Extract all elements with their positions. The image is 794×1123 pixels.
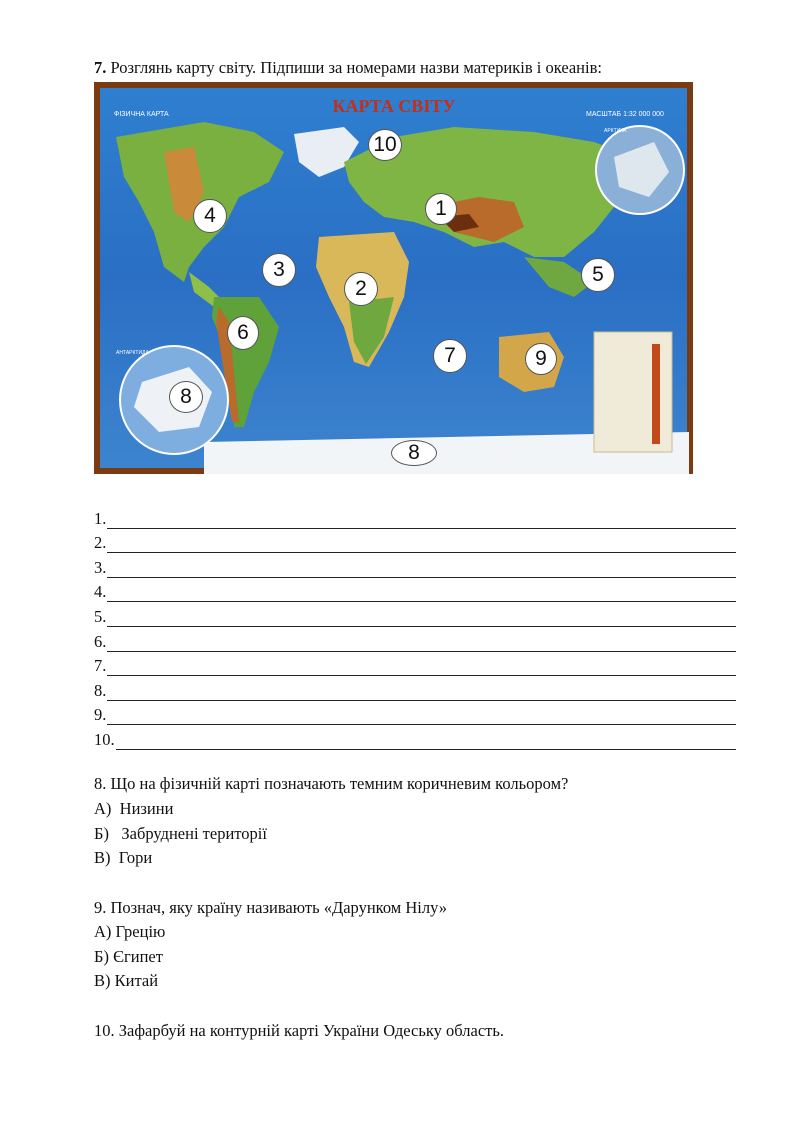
answer-blank[interactable] — [107, 708, 736, 725]
question-7-text: Розглянь карту світу. Підпиши за номерами назви материків і океанів: — [106, 58, 602, 77]
option-text: Гори — [118, 848, 153, 867]
map-scale: МАСШТАБ 1:32 000 000 — [586, 111, 664, 118]
option-text: Китай — [114, 971, 159, 990]
answer-number: 6. — [94, 631, 107, 651]
answer-number: 2. — [94, 533, 107, 553]
option-label: В) — [94, 848, 111, 867]
answer-blank[interactable] — [107, 659, 736, 676]
antarctica-inset-label: АНТАРКТИДА — [116, 350, 149, 356]
question-8-option-a[interactable] — [94, 799, 173, 819]
option-label: В) — [94, 971, 111, 990]
answer-blank[interactable] — [116, 733, 736, 750]
answer-blank[interactable] — [107, 684, 736, 701]
map-marker-4: 4 — [193, 199, 227, 233]
map-marker-10: 10 — [368, 129, 402, 161]
answer-number: 4. — [94, 582, 107, 602]
option-label: Б) — [94, 824, 109, 843]
option-text: Забруднені території — [121, 824, 267, 843]
answer-number: 7. — [94, 656, 107, 676]
map-marker-9: 9 — [525, 343, 557, 375]
question-9-text: 9. Познач, яку країну називають «Дарунком Нілу» — [94, 898, 447, 917]
question-7-title — [94, 58, 602, 78]
map-legend — [594, 332, 672, 452]
question-8-text: 8. Що на фізичній карті позначають темним коричневим кольором? — [94, 774, 569, 793]
question-9-option-b[interactable] — [94, 947, 163, 967]
question-9-option-c[interactable] — [94, 971, 158, 991]
legend-color-scale — [652, 344, 660, 444]
answer-line[interactable] — [94, 504, 736, 529]
question-9-option-a[interactable] — [94, 922, 165, 942]
question-7-number: 7. — [94, 58, 107, 77]
question-8-option-c[interactable] — [94, 848, 152, 868]
answer-number: 10. — [94, 729, 115, 749]
answer-blank[interactable] — [107, 512, 736, 529]
option-text: Єгипет — [113, 947, 163, 966]
map-marker-2: 2 — [344, 272, 378, 306]
map-marker-6: 6 — [227, 316, 259, 350]
map-marker-5: 5 — [581, 258, 615, 292]
answer-number: 1. — [94, 508, 107, 528]
option-text: Низини — [119, 799, 174, 818]
question-8-option-b[interactable] — [94, 824, 267, 844]
answer-number: 5. — [94, 606, 107, 626]
answer-line[interactable] — [94, 627, 736, 652]
answer-line[interactable] — [94, 652, 736, 677]
answer-blank[interactable] — [107, 536, 736, 553]
map-marker-7: 7 — [433, 339, 467, 373]
answer-number: 3. — [94, 557, 107, 577]
arctic-inset-label: АРКТИКА — [604, 128, 627, 134]
answer-blank[interactable] — [107, 635, 736, 652]
answer-line[interactable] — [94, 725, 736, 750]
map-marker-8-inset: 8 — [169, 381, 203, 413]
map-subtitle: ФІЗИЧНА КАРТА — [114, 111, 169, 118]
option-label: А) — [94, 922, 112, 941]
answer-number: 8. — [94, 680, 107, 700]
answer-lines — [94, 504, 736, 750]
answer-blank[interactable] — [107, 585, 736, 602]
map-title: КАРТА СВІТУ — [332, 96, 456, 116]
map-marker-1: 1 — [425, 193, 457, 225]
map-marker-3: 3 — [262, 253, 296, 287]
answer-line[interactable] — [94, 676, 736, 701]
option-label: А) — [94, 799, 112, 818]
answer-blank[interactable] — [107, 610, 736, 627]
option-text: Грецію — [115, 922, 166, 941]
world-physical-map — [94, 82, 693, 474]
answer-line[interactable] — [94, 701, 736, 726]
question-10-text: 10. Зафарбуй на контурній карті України Одеську область. — [94, 1021, 505, 1040]
option-label: Б) — [94, 947, 109, 966]
answer-line[interactable] — [94, 602, 736, 627]
answer-line[interactable] — [94, 553, 736, 578]
answer-line[interactable] — [94, 529, 736, 554]
answer-line[interactable] — [94, 578, 736, 603]
map-marker-8-bottom: 8 — [391, 440, 437, 466]
answer-number: 9. — [94, 705, 107, 725]
answer-blank[interactable] — [107, 561, 736, 578]
